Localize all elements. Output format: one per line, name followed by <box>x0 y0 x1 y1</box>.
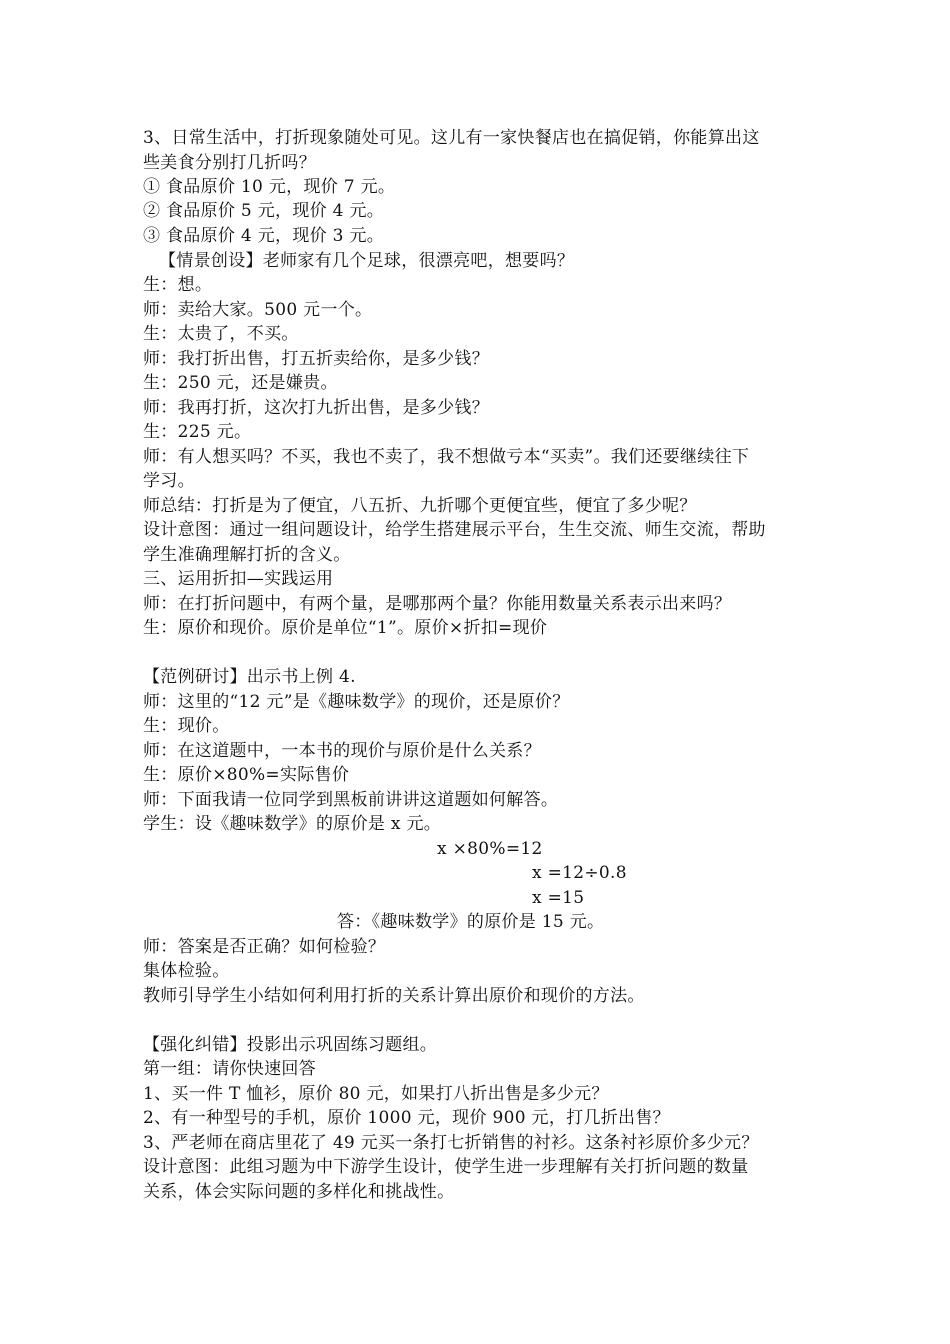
text-line: 学生：设《趣味数学》的原价是 x 元。 <box>143 814 442 834</box>
text-line: 学习。 <box>143 471 195 491</box>
equation-line: x =15 <box>532 888 585 908</box>
answer-line: 答：《趣味数学》的原价是 15 元。 <box>337 912 605 932</box>
section-heading: 三、运用折扣—实践运用 <box>143 569 334 589</box>
text-line: 师：这里的“12 元”是《趣味数学》的现价，还是原价？ <box>143 692 570 712</box>
text-line: 设计意图：通过一组问题设计，给学生搭建展示平台，生生交流、师生交流，帮助 <box>143 520 766 540</box>
text-line: 师：我再打折，这次打九折出售，是多少钱？ <box>143 398 489 418</box>
text-line: 师总结：打折是为了便宜，八五折、九折哪个更便宜些，便宜了多少呢？ <box>143 496 697 516</box>
text-line: 师：在打折问题中，有两个量，是哪那两个量？你能用数量关系表示出来吗？ <box>143 594 732 614</box>
text-line: 3、严老师在商店里花了 49 元买一条打七折销售的衬衫。这条衬衫原价多少元？ <box>143 1133 759 1153</box>
section-heading: 【范例研讨】出示书上例 4. <box>143 667 356 687</box>
text-line: 师：卖给大家。500 元一个。 <box>143 300 373 320</box>
text-line: 设计意图：此组习题为中下游学生设计，使学生进一步理解有关打折问题的数量 <box>143 1157 749 1177</box>
text-line: 生：250 元，还是嫌贵。 <box>143 373 338 393</box>
text-line: 师：下面我请一位同学到黑板前讲讲这道题如何解答。 <box>143 790 559 810</box>
text-line: 3、日常生活中，打折现象随处可见。这儿有一家快餐店也在搞促销，你能算出这 <box>143 128 760 148</box>
text-line: 关系，体会实际问题的多样化和挑战性。 <box>143 1182 455 1202</box>
text-line: 生：原价和现价。原价是单位“1”。原价×折扣=现价 <box>143 618 548 638</box>
text-line: 生：想。 <box>143 275 213 295</box>
text-line: ② 食品原价 5 元，现价 4 元。 <box>143 201 385 221</box>
text-line: 生：现价。 <box>143 716 230 736</box>
text-line: ③ 食品原价 4 元，现价 3 元。 <box>143 226 385 246</box>
text-line: 生：225 元。 <box>143 422 252 442</box>
text-line: 生：原价×80%=实际售价 <box>143 765 350 785</box>
text-line: ① 食品原价 10 元，现价 7 元。 <box>143 177 396 197</box>
text-line: 师：有人想买吗？不买，我也不卖了，我不想做亏本“买卖”。我们还要继续往下 <box>143 447 750 467</box>
section-heading: 【强化纠错】投影出示巩固练习题组。 <box>143 1035 438 1055</box>
equation-line: x ×80%=12 <box>437 839 543 859</box>
text-line: 1、买一件 T 恤衫，原价 80 元，如果打八折出售是多少元？ <box>143 1084 609 1104</box>
text-line: 师：我打折出售，打五折卖给你，是多少钱？ <box>143 349 489 369</box>
text-line: 教师引导学生小结如何利用打折的关系计算出原价和现价的方法。 <box>143 986 645 1006</box>
text-line: 些美食分别打几折吗？ <box>143 153 316 173</box>
text-line: 集体检验。 <box>143 961 230 981</box>
section-heading: 【情景创设】老师家有几个足球，很漂亮吧，想要吗？ <box>159 251 575 271</box>
text-line: 学生准确理解打折的含义。 <box>143 545 351 565</box>
text-line: 生：太贵了，不买。 <box>143 324 299 344</box>
text-line: 师：答案是否正确？如何检验？ <box>143 937 386 957</box>
text-line: 师：在这道题中，一本书的现价与原价是什么关系？ <box>143 741 541 761</box>
text-line: 第一组：请你快速回答 <box>143 1059 316 1079</box>
equation-line: x =12÷0.8 <box>532 863 627 883</box>
text-line: 2、有一种型号的手机，原价 1000 元，现价 900 元，打几折出售？ <box>143 1108 670 1128</box>
